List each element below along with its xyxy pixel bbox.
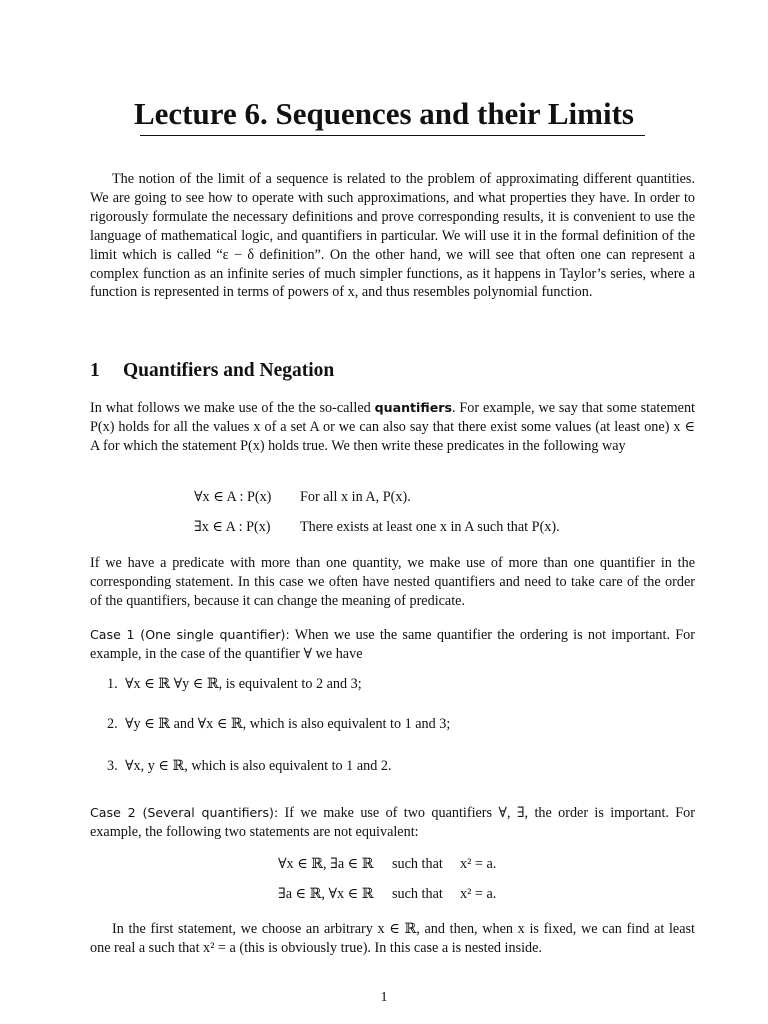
exists-text: There exists at least one x in A such that P(x). [300, 519, 560, 535]
intro-paragraph: The notion of the limit of a sequence is related to the problem of approximating different quantities. We are going to see how to operate with such approximations, and what properties they have. In order to rigorously formulate the necessary definitions and prove corresponding results, it is convenient to use the language of mathematical logic, and quantifiers in particular. We will use it in the formal definition of the limit which is called “ε − δ definition”. On the other hand, we will see that often one can represent a complex function as an infinite series of much simpler functions, as it happens in Taylor’s series, where a function is represented in terms of powers of x, and thus resembles polynomial function. [90, 171, 695, 301]
statement1-text: such that [392, 856, 443, 872]
statement2-equation: x² = a. [460, 886, 497, 902]
forall-formula: ∀x ∈ A : P(x) [194, 489, 272, 505]
case1-label: Case 1 (One single quantifier): [90, 627, 290, 642]
statement1-equation: x² = a. [460, 856, 497, 872]
display-statement-1 [0, 856, 768, 876]
page-number: 1 [380, 990, 388, 1005]
p1-before: In what follows we make use of the the so-called [90, 400, 375, 416]
section-heading [90, 360, 334, 382]
display-statement-2 [0, 886, 768, 906]
p1-after: . For example, we say that some statement P(x) holds for all the values x of a set A or we can also say that there exist some values (at least one) x ∈ A for which the statement P(x) holds true. We then write these predicates in the following way [90, 400, 695, 454]
display-forall [0, 489, 768, 509]
forall-text: For all x in A, P(x). [300, 489, 411, 505]
list-item [107, 716, 450, 733]
case1-text: When we use the same quantifier the ordering is not important. For example, in the case of the quantifier ∀ we have [90, 627, 695, 662]
section-title: Quantifiers and Negation [123, 360, 335, 381]
closing-paragraph: In the first statement, we choose an arbitrary x ∈ ℝ, and then, when x is fixed, we can find at least one real a such that x² = a (this is obviously true). In this case a is nested inside. [90, 921, 695, 956]
list-item-text: ∀y ∈ ℝ and ∀x ∈ ℝ, which is also equivalent to 1 and 3; [125, 716, 451, 732]
case2-label: Case 2 (Several quantifiers): [90, 805, 279, 820]
quantifiers-paragraph [90, 399, 695, 456]
list-item-text: ∀x, y ∈ ℝ, which is also equivalent to 1 and 2. [125, 758, 392, 774]
case2-text: If we make use of two quantifiers ∀, ∃, the order is important. For example, the following two statements are not equivalent: [90, 805, 696, 840]
statement2-text: such that [392, 886, 443, 902]
statement1-formula: ∀x ∈ ℝ, ∃a ∈ ℝ [278, 856, 374, 872]
section-number: 1 [90, 360, 100, 381]
page-title: Lecture 6. Sequences and their Limits [133, 96, 634, 131]
list-item-text: ∀x ∈ ℝ ∀y ∈ ℝ, is equivalent to 2 and 3; [125, 676, 362, 692]
list-item-number: 2. [107, 716, 118, 732]
case2-paragraph [90, 804, 695, 842]
title-underline [140, 135, 645, 136]
quantifiers-term: quantifiers [374, 400, 452, 415]
list-item-number: 3. [107, 758, 118, 774]
case1-paragraph [90, 626, 695, 664]
nested-quantifiers-paragraph: If we have a predicate with more than one quantity, we make use of more than one quantifier in the corresponding statement. In this case we often have nested quantifiers and need to take care of the order of the quantifiers, because it can change the meaning of predicate. [90, 555, 695, 609]
statement2-formula: ∃a ∈ ℝ, ∀x ∈ ℝ [278, 886, 374, 902]
display-exists [0, 519, 768, 539]
list-item [107, 758, 392, 775]
exists-formula: ∃x ∈ A : P(x) [194, 519, 271, 535]
list-item [107, 676, 362, 693]
list-item-number: 1. [107, 676, 118, 692]
